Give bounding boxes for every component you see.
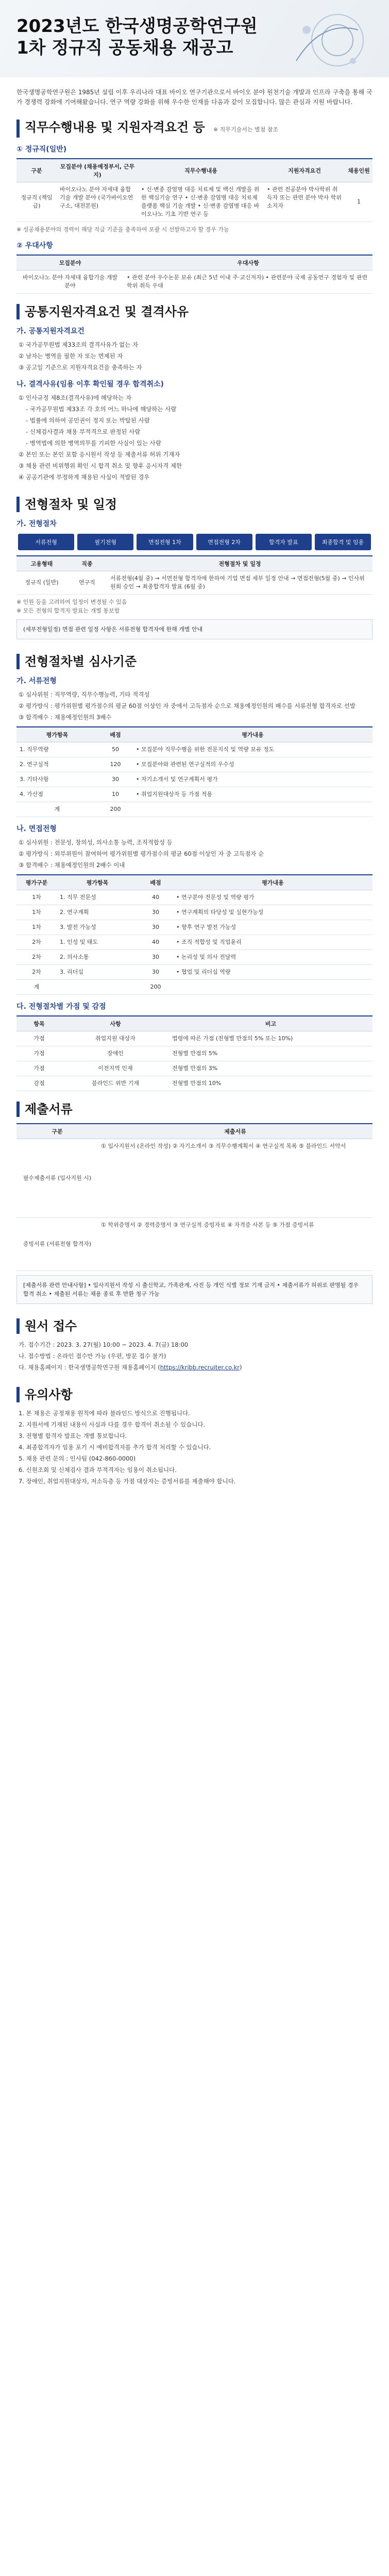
table-cell: 120 bbox=[98, 757, 133, 772]
table-cell: 1차 bbox=[16, 905, 57, 920]
list-item: ③ 채용 관련 비위행위 확인 시 합격 취소 및 향후 응시자격 제한 bbox=[19, 462, 182, 469]
notice-header bbox=[0, 0, 389, 77]
section-note: ※ 직무기술서는 별첨 참조 bbox=[213, 126, 278, 133]
table-cell: • 모집분야와 관련된 연구실적의 우수성 bbox=[133, 757, 373, 772]
list-item-text: 다. 채용홈페이지 : 한국생명공학연구원 채용홈페이지 bbox=[19, 1364, 156, 1371]
table-cell: 30 bbox=[138, 920, 173, 935]
table-header: 평가항목 bbox=[16, 727, 98, 742]
table-row bbox=[16, 1218, 373, 1271]
table-cell: 바이오나노 분야 자세대 융합기술 개발 분야 bbox=[16, 270, 124, 294]
bullet-list bbox=[16, 838, 373, 870]
table-cell: ① 학위증명서 ② 경력증명서 ③ 연구실적 증빙자료 ④ 자격증 사본 등 ⑤ 가점 증빙서류 bbox=[98, 1218, 373, 1271]
list-item: ② 평가방식 : 평가위원별 평가점수의 평균 60점 이상인 자 중에서 고득점자 순으로 채용예정인원의 배수를 서류전형 합격자로 선발 bbox=[19, 702, 356, 709]
bullet-list bbox=[16, 393, 373, 482]
table-header: 평가구분 bbox=[16, 875, 57, 890]
table-row bbox=[16, 757, 373, 772]
table-cell: • 향후 연구 발전 가능성 bbox=[173, 920, 373, 935]
table-cell: 3. 리더십 bbox=[57, 965, 138, 980]
table-header: 구분 bbox=[16, 1124, 98, 1139]
table-row bbox=[16, 1046, 373, 1061]
table-header-row bbox=[16, 727, 373, 742]
table-cell: • 취업지원대상자 등 가점 적용 bbox=[133, 787, 373, 802]
process-table bbox=[16, 555, 373, 595]
subheading: 가. 공통지원자격요건 bbox=[16, 327, 84, 335]
table-row bbox=[16, 1031, 373, 1046]
subheading: 가. 전형절차 bbox=[16, 520, 57, 528]
table-cell: • 연구계획의 타당성 및 실현가능성 bbox=[173, 905, 373, 920]
table-cell: 가점 bbox=[16, 1046, 62, 1061]
list-item: ① 심사위원 : 전문성, 창의성, 의사소통 능력, 조직적합성 등 bbox=[19, 839, 173, 846]
section-eligibility bbox=[0, 297, 389, 489]
table-cell: 취업지원 대상자 bbox=[62, 1031, 169, 1046]
header-decoration-icon bbox=[276, 9, 368, 71]
table-row bbox=[16, 182, 373, 222]
list-item: - 법률에 의하여 공민권이 정지 또는 박탈된 사람 bbox=[26, 417, 150, 424]
table-cell: 40 bbox=[138, 935, 173, 950]
list-item: 3. 전형별 합격자 발표는 개별 통보합니다. bbox=[19, 1432, 127, 1439]
notice-title-line2: 1차 정규직 공동채용 재공고 bbox=[16, 38, 233, 58]
section-notices bbox=[0, 1380, 389, 1494]
section-title: 전형절차별 심사기준 bbox=[16, 654, 373, 669]
table-cell: 40 bbox=[138, 890, 173, 905]
table-cell bbox=[57, 980, 138, 995]
list-item: ② 본인 또는 본인 포함 응시원서 작성 등 제출서류 허위 기재자 bbox=[19, 451, 180, 458]
section-title: 유의사항 bbox=[16, 1387, 373, 1402]
list-item: ③ 공고일 기준으로 지원자격요건을 충족하는 자 bbox=[19, 364, 142, 371]
list-item: 가. 접수기간 : 2023. 3. 27(월) 10:00 ~ 2023. 4. 7(금) 18:00 bbox=[19, 1341, 189, 1348]
table-cell: ① 입사지원서 (온라인 작성) ② 자기소개서 ③ 직무수행계획서 ④ 연구실적 목록 ⑤ 블라인드 서약서 bbox=[98, 1139, 373, 1218]
table-row bbox=[16, 980, 373, 995]
table-cell: • 논리성 및 의사 전달력 bbox=[173, 950, 373, 965]
table-header: 전형절차 및 일정 bbox=[107, 556, 373, 571]
table-header: 사항 bbox=[62, 1016, 169, 1031]
table-row bbox=[16, 890, 373, 905]
table-cell: 2. 연구계획 bbox=[57, 905, 138, 920]
table-header: 지원자격요건 bbox=[264, 159, 345, 182]
documents-table bbox=[16, 1123, 373, 1271]
list-item: 5. 채용 관련 문의 : 인사팀 (042-860-0000) bbox=[19, 1455, 136, 1462]
list-item: ③ 합격배수 : 채용예정인원의 3배수 bbox=[19, 714, 112, 721]
list-item: ② 남자는 병역을 필한 자 또는 면제된 자 bbox=[19, 352, 123, 360]
table-header: 항목 bbox=[16, 1016, 62, 1031]
section-title: 원서 접수 bbox=[16, 1318, 373, 1334]
info-box: (세부전형일정) 면접 관련 일정 사항은 서류전형 합격자에 한해 개별 안내 bbox=[16, 619, 373, 639]
process-flow bbox=[16, 534, 373, 550]
table-cell: 가점 bbox=[16, 1061, 62, 1076]
table-row bbox=[16, 1061, 373, 1076]
table-cell: 전형별 만점의 5% bbox=[169, 1046, 373, 1061]
bullet-list bbox=[16, 1409, 373, 1486]
flow-step: 최종합격 및 임용 bbox=[315, 534, 371, 550]
table-row bbox=[16, 742, 373, 757]
list-item: 6. 신원조회 및 신체검사 결과 부적격자는 임용이 취소됩니다. bbox=[19, 1466, 177, 1473]
table-cell: 1. 인성 및 태도 bbox=[57, 935, 138, 950]
table-cell bbox=[133, 802, 373, 817]
table-cell: 3. 발전 가능성 bbox=[57, 920, 138, 935]
table-row bbox=[16, 1139, 373, 1218]
section-process bbox=[0, 489, 389, 647]
flow-step: 합격자 발표 bbox=[256, 534, 312, 550]
section-title bbox=[16, 120, 373, 138]
table-cell: 30 bbox=[98, 772, 133, 787]
table-row bbox=[16, 1076, 373, 1091]
bullet-list bbox=[16, 690, 373, 722]
subheading: 가. 서류전형 bbox=[16, 677, 57, 685]
list-item: 나. 접수방법 : 온라인 접수만 가능 (우편, 방문 접수 불가) bbox=[19, 1352, 166, 1360]
table-cell: 서류전형(4월 중) → 서면전형 합격자에 한하여 기업 면접 세부 일정 안내 → 면접전형(5월 중) → 인사위원회 승인 → 최종합격자 발표 (6월 중) bbox=[107, 571, 373, 595]
table-header: 평가내용 bbox=[173, 875, 373, 890]
table-cell: 2차 bbox=[16, 935, 57, 950]
table-cell: 10 bbox=[98, 787, 133, 802]
table-header: 배점 bbox=[98, 727, 133, 742]
list-item: ④ 공공기관에 부정하게 채용된 사실이 적발된 경우 bbox=[19, 473, 150, 481]
table-cell: 3. 기타사항 bbox=[16, 772, 98, 787]
table-header-row bbox=[16, 875, 373, 890]
table-row bbox=[16, 270, 373, 294]
intro-text: 한국생명공학연구원은 1985년 설립 이후 우리나라 대표 바이오 연구기관으로서 바이오 분야 원천기술 개발과 인프라 구축을 통해 국가 경쟁력 강화에 기여해왔습니다. 연구 역량 강화를 위해 우수한 인재를 다음과 같이 모집합니다. 많은 관심과 지원 바랍니다. bbox=[16, 89, 373, 106]
table-cell: 1. 직무 전문성 bbox=[57, 890, 138, 905]
table-cell: 장애인 bbox=[62, 1046, 169, 1061]
subheading: 나. 결격사유(임용 이후 확인될 경우 합격취소) bbox=[16, 380, 164, 388]
table-cell: • 관련 분야 우수논문 보유 (최근 5년 이내 주·교신저자) • 관련분야 국제 공동연구 경험자 및 관련 학위 취득 우대 bbox=[124, 270, 373, 294]
table-header: 평가항목 bbox=[57, 875, 138, 890]
table-header: 고용형태 bbox=[16, 556, 67, 571]
flow-step: 면접전형 2차 bbox=[196, 534, 252, 550]
flow-step: 면접전형 1차 bbox=[137, 534, 193, 550]
table-cell bbox=[173, 980, 373, 995]
list-item: 7. 장애인, 취업지원대상자, 저소득층 등 가점 대상자는 증빙서류를 제출해야 합니다. bbox=[19, 1478, 236, 1485]
table-header: 배점 bbox=[138, 875, 173, 890]
table-header: 우대사항 bbox=[124, 255, 373, 270]
interview-table bbox=[16, 874, 373, 995]
table-cell: • 조직 적합성 및 직업윤리 bbox=[173, 935, 373, 950]
table-cell: 30 bbox=[138, 950, 173, 965]
table-cell: 2. 의사소통 bbox=[57, 950, 138, 965]
table-cell: 200 bbox=[98, 802, 133, 817]
list-item: ① 국가공무원법 제33조의 결격사유가 없는 자 bbox=[19, 341, 139, 348]
table-cell: • 신·변종 감염병 대응 치료제 및 백신 개발을 위한 핵심기술 연구 • 신·변종 감염병 대응 치료제 플랫폼 핵심 기술 개발 • 신·변종 감염병 대응 바이오나노 기초 기반 연구 등 bbox=[138, 182, 264, 222]
table-header: 모집분야 bbox=[16, 255, 124, 270]
note-item: ※ 모든 전형의 합격자 발표는 개별 통보함 bbox=[16, 607, 120, 614]
table-row bbox=[16, 802, 373, 817]
table-cell: 바이오나노 분야 자세대 융합기술 개발 분야 (국가바이오연구소, 대전본원) bbox=[57, 182, 138, 222]
section-criteria bbox=[0, 647, 389, 1094]
table-header-row bbox=[16, 255, 373, 270]
table-header-row bbox=[16, 556, 373, 571]
table-cell: 가점 bbox=[16, 1031, 62, 1046]
table-row bbox=[16, 905, 373, 920]
list-item: - 신체검사결과 채용 부적격으로 판정된 사람 bbox=[26, 428, 141, 435]
section-application bbox=[0, 1311, 389, 1380]
subheading: 나. 면접전형 bbox=[16, 825, 57, 833]
notice-title-line1: 2023년도 한국생명공학연구원 bbox=[16, 16, 258, 37]
flow-step: 서류전형 bbox=[18, 534, 74, 550]
bullet-list bbox=[16, 1340, 373, 1372]
table-cell: 30 bbox=[138, 965, 173, 980]
table-row bbox=[16, 950, 373, 965]
section-duties bbox=[0, 112, 389, 297]
table-header: 모집분야 (채용예정부서, 근무지) bbox=[57, 159, 138, 182]
table-header-row bbox=[16, 1124, 373, 1139]
table-cell: 계 bbox=[16, 980, 57, 995]
table-cell: • 연구분야 전문성 및 역량 평가 bbox=[173, 890, 373, 905]
table-row bbox=[16, 965, 373, 980]
section-title: 제출서류 bbox=[16, 1101, 373, 1117]
info-box: [제출서류 관련 안내사항] • 입사지원서 작성 시 출신학교, 가족관계, 사진 등 개인 식별 정보 기재 금지 • 제출서류가 허위로 판명될 경우 합격 취소 • 제출된 서류는 채용 종료 후 반환 청구 가능 bbox=[16, 1275, 373, 1304]
recruit-homepage-link[interactable]: https://kribb.recruiter.co.kr bbox=[160, 1364, 240, 1371]
table-cell: 필수제출서류 (입사지원 시) bbox=[16, 1139, 98, 1218]
table-cell: 200 bbox=[138, 980, 173, 995]
table-cell: 감점 bbox=[16, 1076, 62, 1091]
table-cell: • 자기소개서 및 연구계획서 평가 bbox=[133, 772, 373, 787]
document-review-table bbox=[16, 726, 373, 817]
list-item: ② 평가방식 : 외부위원이 참여하여 평가위원별 평가점수의 평균 60점 이상인 자 중 고득점자 순 bbox=[19, 850, 264, 857]
section-documents bbox=[0, 1094, 389, 1311]
duties-table bbox=[16, 158, 373, 222]
subheading: ① 정규직(일반) bbox=[16, 145, 67, 154]
table-row bbox=[16, 935, 373, 950]
section-title: 공통지원자격요건 및 결격사유 bbox=[16, 304, 373, 319]
table-row bbox=[16, 787, 373, 802]
subheading: ② 우대사항 bbox=[16, 242, 53, 250]
list-item: 4. 최종합격자가 임용 포기 시 예비합격자를 추가 합격 처리할 수 있습니다. bbox=[19, 1444, 211, 1451]
table-header-row bbox=[16, 1016, 373, 1031]
list-item: ① 인사규정 제8조(결격사유)에 해당하는 자 bbox=[19, 394, 131, 401]
table-cell: 1차 bbox=[16, 890, 57, 905]
table-header: 제출서류 bbox=[98, 1124, 373, 1139]
section-title: 전형절차 및 일정 bbox=[16, 497, 373, 512]
table-cell: 2차 bbox=[16, 950, 57, 965]
table-cell: 정규직 (책임급) bbox=[16, 182, 57, 222]
table-cell: 계 bbox=[16, 802, 98, 817]
table-cell: 1 bbox=[345, 182, 373, 222]
table-cell: • 모집분야 직무수행을 위한 전문지식 및 역량 보유 정도 bbox=[133, 742, 373, 757]
table-cell: 법령에 따른 가점 (전형별 만점의 5% 또는 10%) bbox=[169, 1031, 373, 1046]
list-item: 1. 본 채용은 공정채용 원칙에 따라 블라인드 방식으로 진행됩니다. bbox=[19, 1410, 190, 1417]
table-header: 채용인원 bbox=[345, 159, 373, 182]
table-cell: 연구직 bbox=[67, 571, 107, 595]
list-item: ① 심사위원 : 직무역량, 직무수행능력, 기타 적격성 bbox=[19, 691, 150, 698]
table-cell: 30 bbox=[138, 905, 173, 920]
table-header: 평가내용 bbox=[133, 727, 373, 742]
list-item: 2. 지원서에 기재된 내용이 사실과 다를 경우 합격이 취소될 수 있습니다. bbox=[19, 1421, 206, 1428]
note-item: ※ 인원 등을 고려하여 일정이 변경될 수 있음 bbox=[16, 599, 127, 605]
list-item: 다. 채용홈페이지 : 한국생명공학연구원 채용홈페이지 (https://kribb.recruiter.co.kr) bbox=[19, 1364, 242, 1371]
table-row bbox=[16, 920, 373, 935]
table-cell: 50 bbox=[98, 742, 133, 757]
table-cell: 이전지역 인재 bbox=[62, 1061, 169, 1076]
table-row bbox=[16, 571, 373, 595]
table-cell: 증빙서류 (서류전형 합격자) bbox=[16, 1218, 98, 1271]
table-cell: 블라인드 위반 기재 bbox=[62, 1076, 169, 1091]
section-title-text: 직무수행내용 및 지원자격요건 등 bbox=[25, 120, 205, 134]
table-cell: 전형별 만점의 10% bbox=[169, 1076, 373, 1091]
table-header: 구분 bbox=[16, 159, 57, 182]
table-cell: 2차 bbox=[16, 965, 57, 980]
table-cell: • 협업 및 리더십 역량 bbox=[173, 965, 373, 980]
preference-table bbox=[16, 255, 373, 294]
list-item: - 병역법에 의한 병역의무를 기피한 사실이 있는 사람 bbox=[26, 439, 162, 447]
bonus-table bbox=[16, 1015, 373, 1091]
table-cell: 전형별 만점의 3% bbox=[169, 1061, 373, 1076]
table-header: 직무수행내용 bbox=[138, 159, 264, 182]
table-cell: • 관련 전공분야 박사학위 취득자 또는 관련 분야 박사 학위 소지자 bbox=[264, 182, 345, 222]
subheading: 다. 전형절차별 가점 및 감점 bbox=[16, 1003, 106, 1011]
footnote: ※ 성공채용분야의 경력이 해당 직급 기준을 충족하여 포괄 시 선발하고자 할 경우 가능 bbox=[16, 226, 229, 233]
table-header: 비고 bbox=[169, 1016, 373, 1031]
flow-step: 필기전형 bbox=[77, 534, 133, 550]
bullet-list bbox=[16, 340, 373, 372]
table-row bbox=[16, 772, 373, 787]
table-cell: 4. 가산점 bbox=[16, 787, 98, 802]
table-cell: 1. 직무역량 bbox=[16, 742, 98, 757]
table-header-row bbox=[16, 159, 373, 182]
table-header: 직종 bbox=[67, 556, 107, 571]
table-cell: 2. 연구실적 bbox=[16, 757, 98, 772]
table-cell: 정규직 (일반) bbox=[16, 571, 67, 595]
table-cell: 1차 bbox=[16, 920, 57, 935]
note-list bbox=[16, 598, 373, 615]
list-item: ③ 합격배수 : 채용예정인원의 2배수 이내 bbox=[19, 861, 125, 869]
list-item: - 국가공무원법 제33조 각 호의 어느 하나에 해당하는 사람 bbox=[26, 405, 177, 413]
